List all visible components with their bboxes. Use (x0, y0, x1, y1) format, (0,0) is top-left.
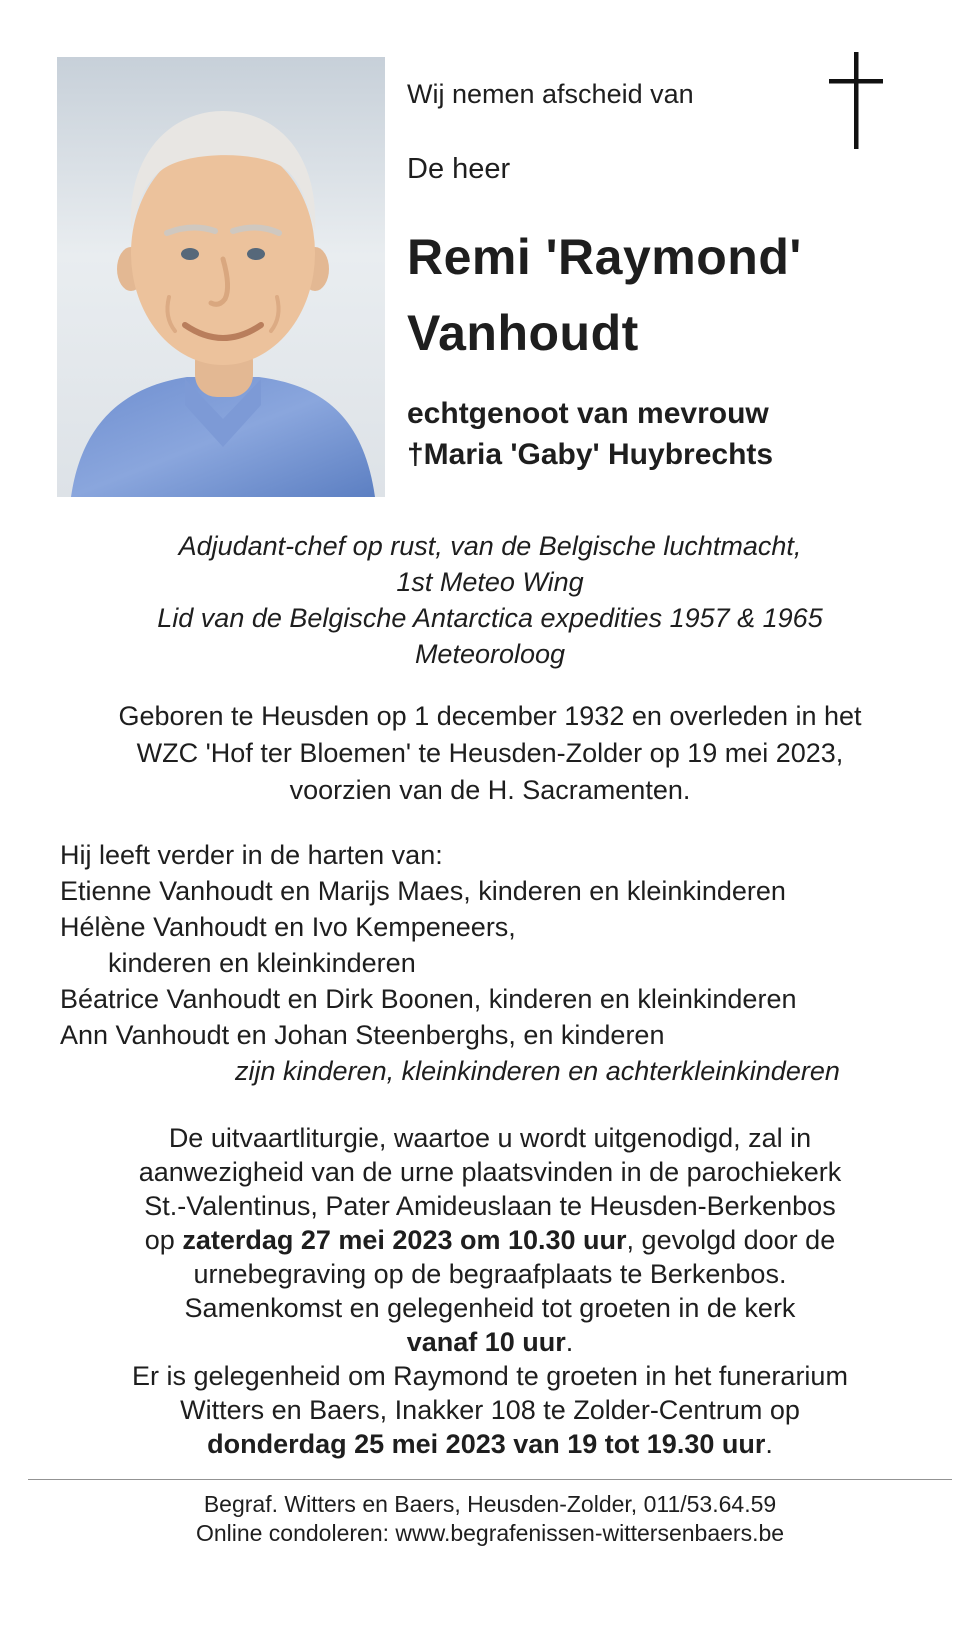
ceremony-line-4 (40, 1223, 940, 1257)
family-line-2: Hélène Vanhoudt en Ivo Kempeneers, (60, 912, 516, 942)
funeral-home-footer (40, 1490, 940, 1548)
name-line-2: Vanhoudt (407, 305, 639, 361)
name-line-1: Remi 'Raymond' (407, 229, 802, 285)
spouse-info (407, 393, 887, 475)
salutation: De heer (407, 153, 511, 185)
farewell-intro: Wij nemen afscheid van (407, 79, 694, 109)
life-line-1: Geboren te Heusden op 1 december 1932 en overleden in het (118, 701, 862, 731)
text-segment: . (565, 1327, 574, 1357)
family-intro: Hij leeft verder in de harten van: (60, 840, 443, 870)
text-segment: op (144, 1225, 183, 1255)
text-segment: , gevolgd door de (626, 1225, 836, 1255)
spouse-line-2: †Maria 'Gaby' Huybrechts (407, 438, 774, 471)
ceremony-line-7 (40, 1325, 940, 1359)
visitation-date-time: donderdag 25 mei 2023 van 19 tot 19.30 uur (207, 1429, 766, 1459)
family-line-1: Etienne Vanhoudt en Marijs Maes, kinderen en kleinkinderen (60, 876, 786, 906)
ceremony-details (40, 1121, 940, 1461)
family-closing: zijn kinderen, kleinkinderen en achterkleinkinderen (235, 1056, 840, 1086)
career-line-3: Lid van de Belgische Antarctica expedities 1957 & 1965 (157, 603, 823, 633)
ceremony-line-5: urnebegraving op de begraafplaats te Berkenbos. (193, 1259, 787, 1289)
ceremony-line-2: aanwezigheid van de urne plaatsvinden in de parochiekerk (138, 1157, 842, 1187)
ceremony-line-6: Samenkomst en gelegenheid tot groeten in de kerk (184, 1293, 796, 1323)
family-line-3: kinderen en kleinkinderen (108, 948, 416, 978)
portrait-photo (57, 57, 385, 497)
header-text (407, 78, 887, 475)
career-line-1: Adjudant-chef op rust, van de Belgische luchtmacht, (178, 531, 802, 561)
funeral-date-time: zaterdag 27 mei 2023 om 10.30 uur (182, 1225, 627, 1255)
life-dates (40, 698, 940, 809)
surviving-family (40, 837, 940, 1089)
life-line-2: WZC 'Hof ter Bloemen' te Heusden-Zolder op 19 mei 2023, (136, 738, 844, 768)
ceremony-line-8: Er is gelegenheid om Raymond te groeten in het funerarium (132, 1361, 848, 1391)
gathering-time: vanaf 10 uur (406, 1327, 566, 1357)
ceremony-line-9: Witters en Baers, Inakker 108 te Zolder-Centrum op (180, 1395, 800, 1425)
ceremony-line-1: De uitvaartliturgie, waartoe u wordt uitgenodigd, zal in (168, 1123, 812, 1153)
career-line-4: Meteoroloog (414, 639, 566, 669)
career-line-2: 1st Meteo Wing (396, 567, 584, 597)
spouse-line-1: echtgenoot van mevrouw (407, 397, 769, 430)
life-line-3: voorzien van de H. Sacramenten. (289, 775, 691, 805)
family-line-4: Béatrice Vanhoudt en Dirk Boonen, kinderen en kleinkinderen (60, 984, 797, 1014)
text-segment: . (765, 1429, 773, 1459)
portrait-image (57, 57, 385, 497)
content (40, 528, 940, 1548)
condolence-website: Online condoleren: www.begrafenissen-wittersenbaers.be (195, 1520, 785, 1546)
ceremony-line-10 (40, 1427, 940, 1461)
footer-divider (28, 1479, 952, 1480)
career-titles (40, 528, 940, 672)
family-line-5: Ann Vanhoudt en Johan Steenberghs, en kinderen (60, 1020, 665, 1050)
deceased-name (407, 219, 887, 371)
funeral-home-contact: Begraf. Witters en Baers, Heusden-Zolder, 011/53.64.59 (203, 1491, 777, 1517)
ceremony-line-3: St.-Valentinus, Pater Amideuslaan te Heusden-Berkenbos (144, 1191, 836, 1221)
